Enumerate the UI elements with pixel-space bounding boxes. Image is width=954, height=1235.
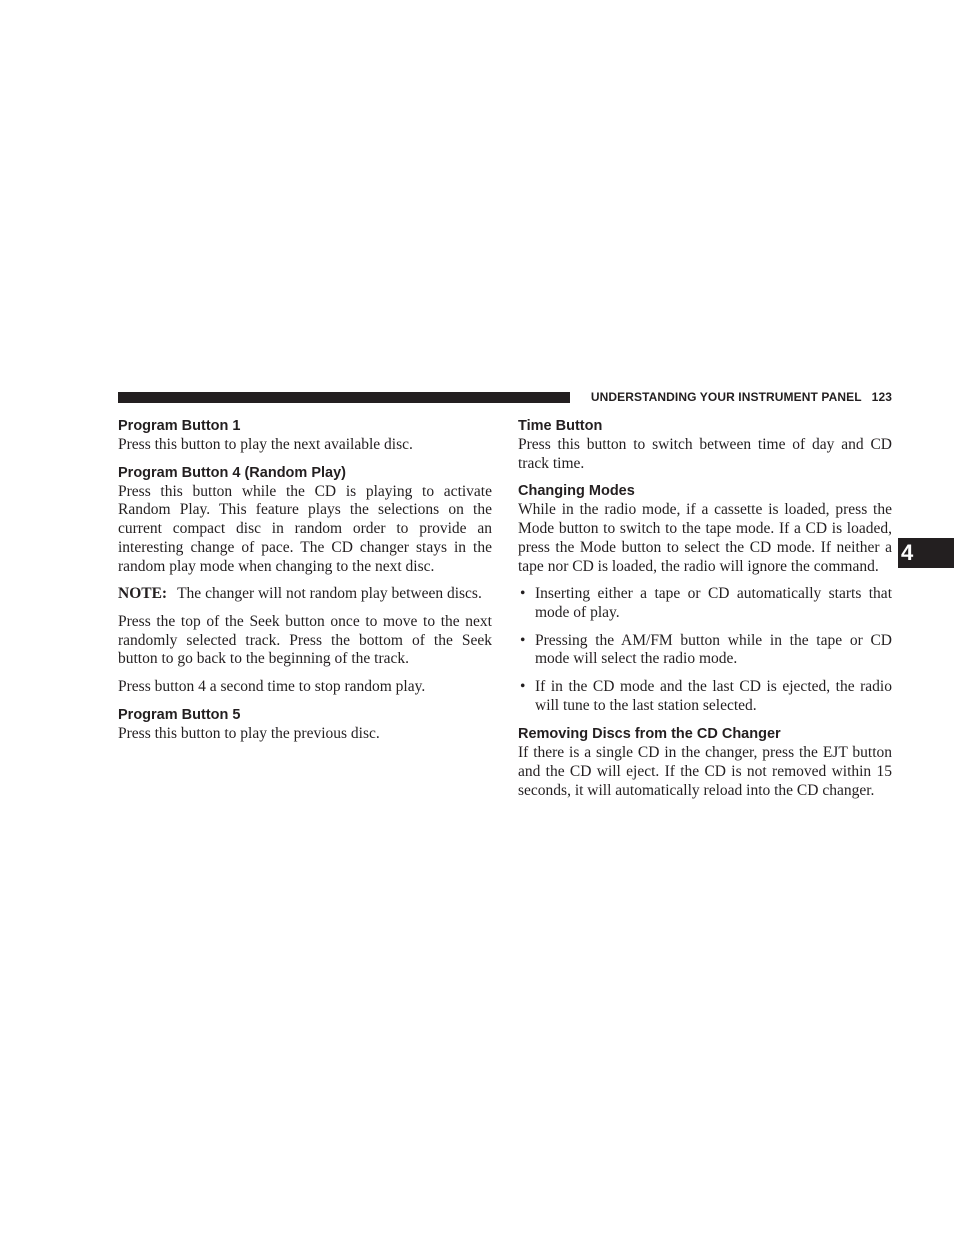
- section-heading: Changing Modes: [518, 483, 635, 500]
- list-item-text: Pressing the AM/FM button while in the tape or CD mode will select the radio mode.: [535, 631, 892, 668]
- running-header: [540, 389, 892, 406]
- section-heading: Time Button: [518, 418, 603, 434]
- body-paragraph: If there is a single CD in the changer, press the EJT button and the CD will eject. If the CD is not removed within 15 seconds, it will automatically reload into the CD changer.: [518, 744, 892, 799]
- right-column: [518, 416, 892, 801]
- section-heading: Program Button 5: [118, 706, 241, 723]
- section-title: UNDERSTANDING YOUR INSTRUMENT PANEL: [590, 390, 862, 404]
- body-paragraph: Press this button to play the next available disc.: [118, 436, 413, 453]
- note-label: NOTE:: [118, 585, 168, 603]
- body-paragraph: While in the radio mode, if a cassette is loaded, press the Mode button to switch to the tape mode. If a CD is loaded, press the Mode button to select the CD mode. If neither a tape nor CD is loaded, the radio will ignore the command.: [518, 501, 892, 575]
- list-item: [518, 585, 892, 622]
- body-paragraph: Press this button to play the previous disc.: [118, 724, 380, 742]
- body-paragraph: Press button 4 a second time to stop random play.: [118, 678, 426, 696]
- body-paragraph: Press this button to switch between time of day and CD track time.: [518, 436, 892, 472]
- chapter-tab: 4: [898, 538, 954, 568]
- section-heading: Program Button 1: [118, 418, 241, 434]
- bullet-list: [518, 585, 892, 715]
- bullet-glyph: •: [520, 585, 526, 603]
- body-paragraph: Press this button while the CD is playing to activate Random Play. This feature plays the selections on the current compact disc in random order to provide an interesting change of pace. The CD changer stays in the random play mode when changing to the next disc.: [118, 482, 492, 575]
- list-item: [518, 678, 892, 715]
- bullet-glyph: •: [520, 678, 526, 696]
- header-rule: [118, 392, 570, 403]
- section-heading: Program Button 4 (Random Play): [118, 464, 346, 481]
- note-text: The changer will not random play between discs.: [177, 585, 482, 603]
- list-item: [518, 632, 892, 669]
- page-number: 123: [871, 390, 892, 404]
- note-paragraph: [118, 585, 492, 604]
- section-heading: Removing Discs from the CD Changer: [518, 726, 781, 743]
- bullet-glyph: •: [520, 631, 526, 649]
- body-paragraph: Press the top of the Seek button once to move to the next randomly selected track. Press the bottom of the Seek button to go back to the beginning of the track.: [118, 612, 492, 668]
- list-item-text: Inserting either a tape or CD automatically starts that mode of play.: [535, 585, 892, 621]
- list-item-text: If in the CD mode and the last CD is ejected, the radio will tune to the last station selected.: [535, 678, 892, 714]
- left-column: [118, 416, 492, 743]
